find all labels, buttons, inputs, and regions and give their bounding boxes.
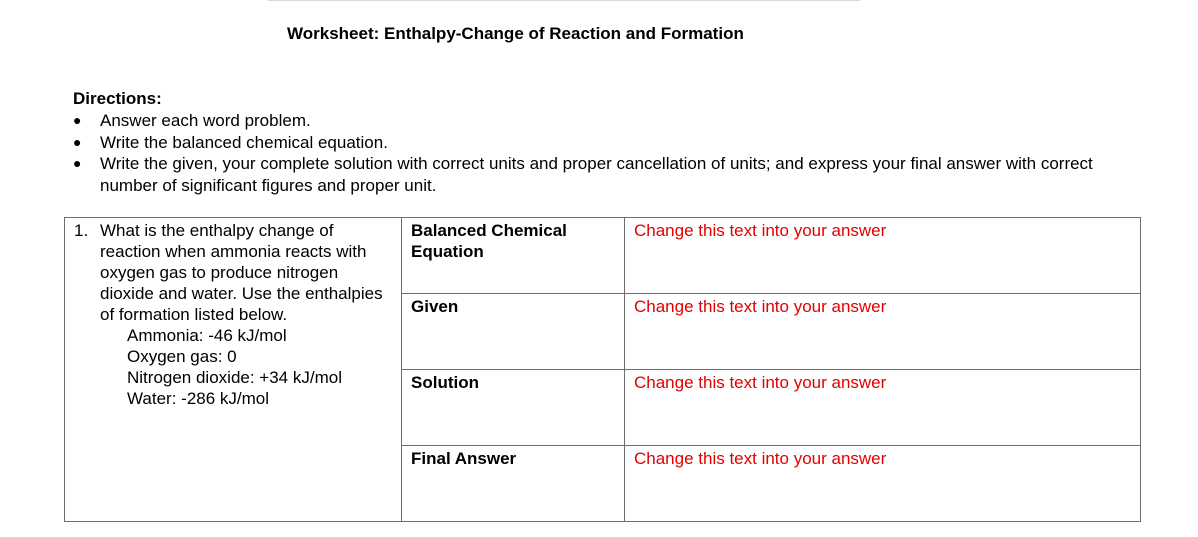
answer-field-given[interactable]: Change this text into your answer xyxy=(625,294,1141,370)
directions-item-text: Write the balanced chemical equation. xyxy=(100,132,388,152)
directions-item xyxy=(73,132,1153,154)
worksheet-table xyxy=(64,217,1141,522)
question-text: What is the enthalpy change of reaction when ammonia reacts with oxygen gas to produce nitrogen dioxide and water. Use the enthalpies of formation listed below. xyxy=(100,221,383,324)
row-label-solution: Solution xyxy=(402,370,625,446)
answer-field-solution[interactable]: Change this text into your answer xyxy=(625,370,1141,446)
formation-data-item: Water: -286 kJ/mol xyxy=(127,389,270,408)
directions-item xyxy=(73,153,1153,196)
formation-data-item: Ammonia: -46 kJ/mol xyxy=(127,326,287,345)
formation-data-item: Nitrogen dioxide: +34 kJ/mol xyxy=(127,368,342,387)
bullet-icon: ● xyxy=(73,133,82,150)
directions-item xyxy=(73,110,1153,132)
directions-list xyxy=(73,110,1153,196)
row-label-given: Given xyxy=(402,294,625,370)
worksheet-title: Worksheet: Enthalpy-Change of Reaction and Formation xyxy=(287,24,744,43)
question-cell xyxy=(65,218,402,522)
question-number: 1. xyxy=(74,221,89,240)
row-label-balanced-equation: Balanced Chemical Equation xyxy=(402,218,625,294)
directions-item-text: Write the given, your complete solution with correct units and proper cancellation of units; and express your final answer with correct number of significant figures and proper unit. xyxy=(100,154,1093,195)
table-row xyxy=(65,218,1141,294)
answer-field-final-answer[interactable]: Change this text into your answer xyxy=(625,446,1141,522)
bullet-icon: ● xyxy=(73,112,82,128)
directions-item-text: Answer each word problem. xyxy=(100,111,311,130)
bullet-icon: ● xyxy=(73,155,82,171)
page-top-rule xyxy=(268,0,860,1)
formation-data-item: Oxygen gas: 0 xyxy=(127,347,237,366)
formation-data-list xyxy=(100,325,393,409)
answer-field-balanced-equation[interactable]: Change this text into your answer xyxy=(625,218,1141,294)
directions-heading: Directions: xyxy=(73,89,162,108)
row-label-final-answer: Final Answer xyxy=(402,446,625,522)
